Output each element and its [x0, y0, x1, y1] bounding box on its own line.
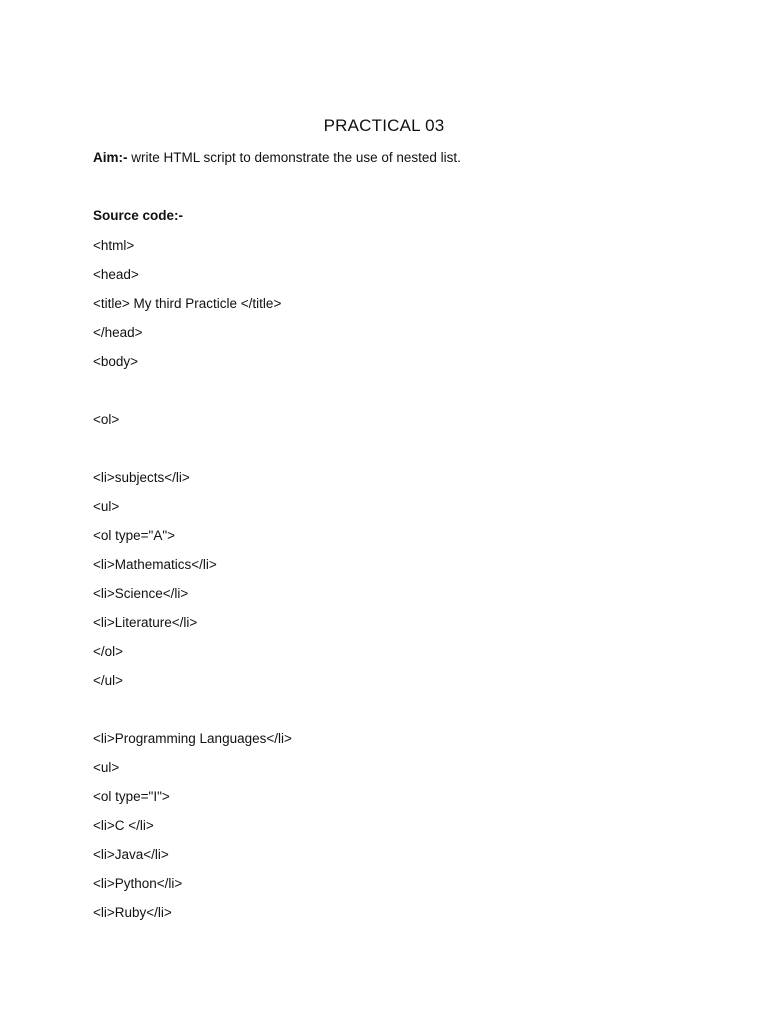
code-line: <li>Mathematics</li>	[93, 557, 217, 572]
code-line: <li>Java</li>	[93, 847, 169, 862]
code-line: <li>subjects</li>	[93, 470, 190, 485]
code-line: <ul>	[93, 499, 120, 514]
code-line: <html>	[93, 238, 135, 253]
code-line	[93, 440, 292, 469]
code-line: <title> My third Practicle </title>	[93, 296, 282, 311]
page-title: PRACTICAL 03	[323, 116, 445, 135]
aim-line	[93, 150, 461, 165]
code-line: <ul>	[93, 760, 120, 775]
source-code-label: Source code:-	[93, 208, 184, 223]
code-line: <head>	[93, 267, 139, 282]
code-line: <body>	[93, 354, 139, 369]
code-line: <ol type="I">	[93, 789, 170, 804]
code-line	[93, 701, 292, 730]
aim-text: write HTML script to demonstrate the use of nested list.	[127, 150, 461, 165]
code-line: </ul>	[93, 673, 124, 688]
code-line: <li>Programming Languages</li>	[93, 731, 292, 746]
code-line: <li>Ruby</li>	[93, 905, 172, 920]
code-line	[93, 382, 292, 411]
code-line: <ol>	[93, 412, 120, 427]
code-line: <li>Science</li>	[93, 586, 189, 601]
code-line: <li>Literature</li>	[93, 615, 198, 630]
code-line: <li>Python</li>	[93, 876, 183, 891]
code-line: </head>	[93, 325, 143, 340]
source-code-block	[93, 237, 292, 933]
code-line: <ol type="A">	[93, 528, 176, 543]
code-line: <li>C </li>	[93, 818, 154, 833]
code-line: </ol>	[93, 644, 124, 659]
aim-label: Aim:-	[93, 150, 128, 165]
